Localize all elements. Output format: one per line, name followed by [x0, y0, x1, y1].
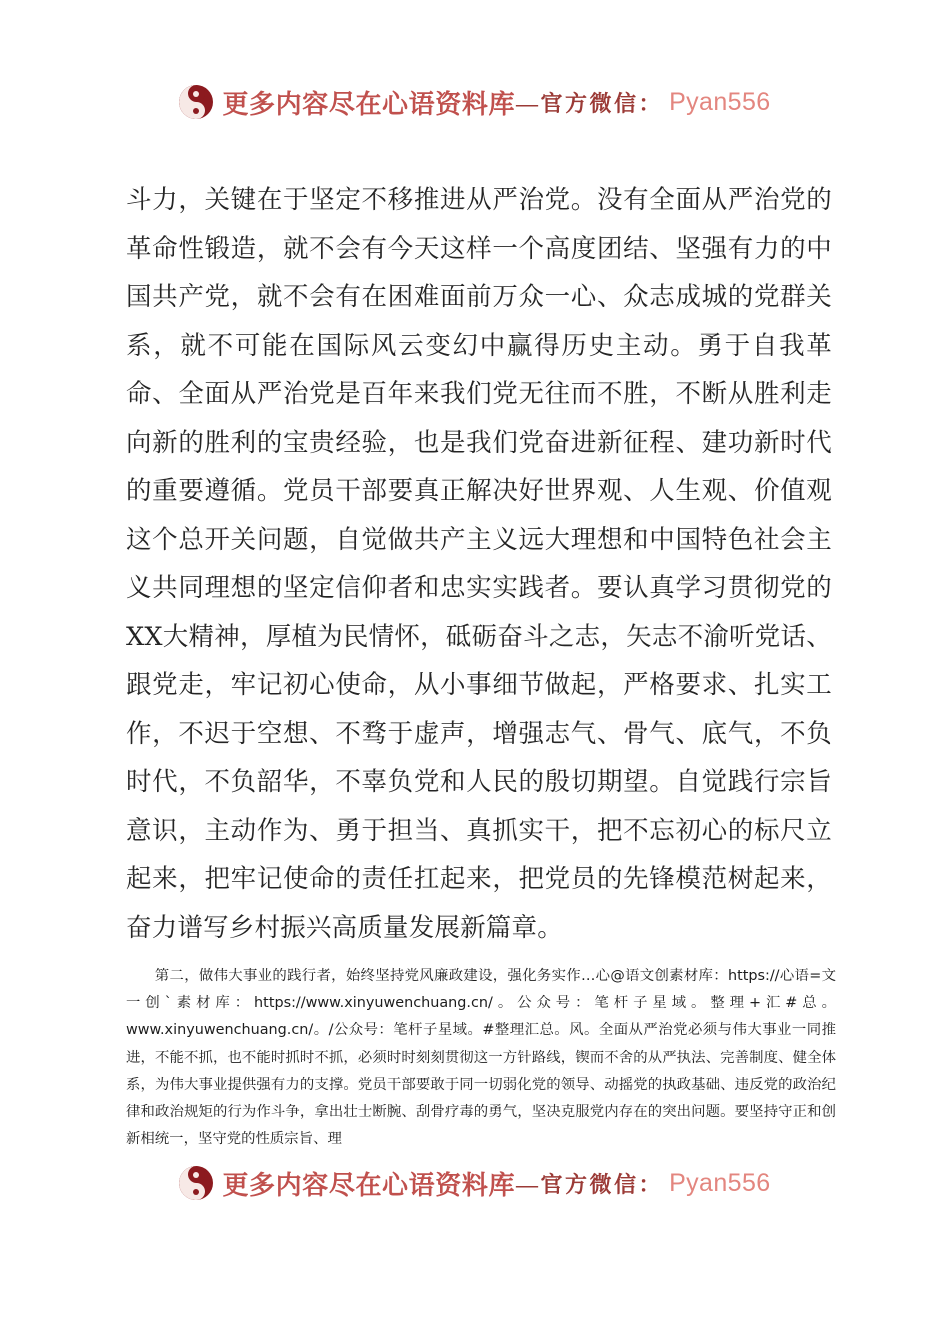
yinyang-dot-light [193, 1172, 199, 1178]
yinyang-dot-dark [193, 108, 199, 114]
watermark-separator-bottom: —官方微信： [516, 1171, 664, 1197]
watermark-banner-top [0, 79, 950, 125]
secondary-body-text [126, 963, 836, 1153]
watermark-title-bottom: 更多内容尽在心语资料库 [222, 1170, 516, 1200]
yinyang-circle-icon [179, 85, 213, 119]
watermark-title-top: 更多内容尽在心语资料库 [222, 89, 516, 119]
watermark-separator-top: —官方微信： [516, 90, 664, 116]
main-paragraph: 斗力，关键在于坚定不移推进从严治党。没有全面从严治党的革命性锻造，就不会有今天这样一个高度团结、坚强有力的中国共产党，就不会有在困难面前万众一心、众志成城的党群关系，就不可能在国际风云变幻中赢得历史主动。勇于自我革命、全面从严治党是百年来我们党无往而不胜，不断从胜利走向新的胜利的宝贵经验，也是我们党奋进新征程、建功新时代的重要遵循。党员干部要真正解决好世界观、人生观、价值观这个总开关问题，自觉做共产主义远大理想和中国特色社会主义共同理想的坚定信仰者和忠实实践者。要认真学习贯彻党的XX大精神，厚植为民情怀，砥砺奋斗之志，矢志不渝听党话、跟党走，牢记初心使命，从小事细节做起，严格要求、扎实工作，不迟于空想、不骛于虚声，增强志气、骨气、底气，不负时代，不负韶华，不辜负党和人民的殷切期望。自觉践行宗旨意识，主动作为、勇于担当、真抓实干，把不忘初心的标尺立起来，把牢记使命的责任扛起来，把党员的先锋模范树起来，奋力谱写乡村振兴高质量发展新篇章。 [126, 185, 832, 943]
main-body-text [126, 176, 832, 952]
watermark-account-id-top: Pyan556 [669, 87, 771, 116]
yinyang-dot-dark [193, 1189, 199, 1195]
yinyang-circle-icon [179, 1166, 213, 1200]
watermark-banner-bottom [0, 1160, 950, 1206]
small-paragraph: 第二，做伟大事业的践行者，始终坚持党风廉政建设，强化务实作…心@语文创素材库：https://心语=文一创`素材库：https://www.xinyuwenchuang.cn/。公众号：笔杆子星域。整理+汇#总。www.xinyuwenchuang.cn/。/公众号：笔杆子星域。#整理汇总。风。全面从严治党必须与伟大事业一同推进，不能不抓，也不能时抓时不抓，必须时时刻刻贯彻这一方针路线，锲而不舍的从严执法、完善制度、健全体系，为伟大事业提供强有力的支撑。党员干部要敢于同一切弱化党的领导、动摇党的执政基础、违反党的政治纪律和政治规矩的行为作斗争，拿出壮士断腕、刮骨疗毒的勇气，坚决克服党内存在的突出问题。要坚持守正和创新相统一，坚守党的性质宗旨、理 [126, 968, 836, 1148]
watermark-account-id-bottom: Pyan556 [669, 1168, 771, 1197]
yinyang-dot-light [193, 91, 199, 97]
